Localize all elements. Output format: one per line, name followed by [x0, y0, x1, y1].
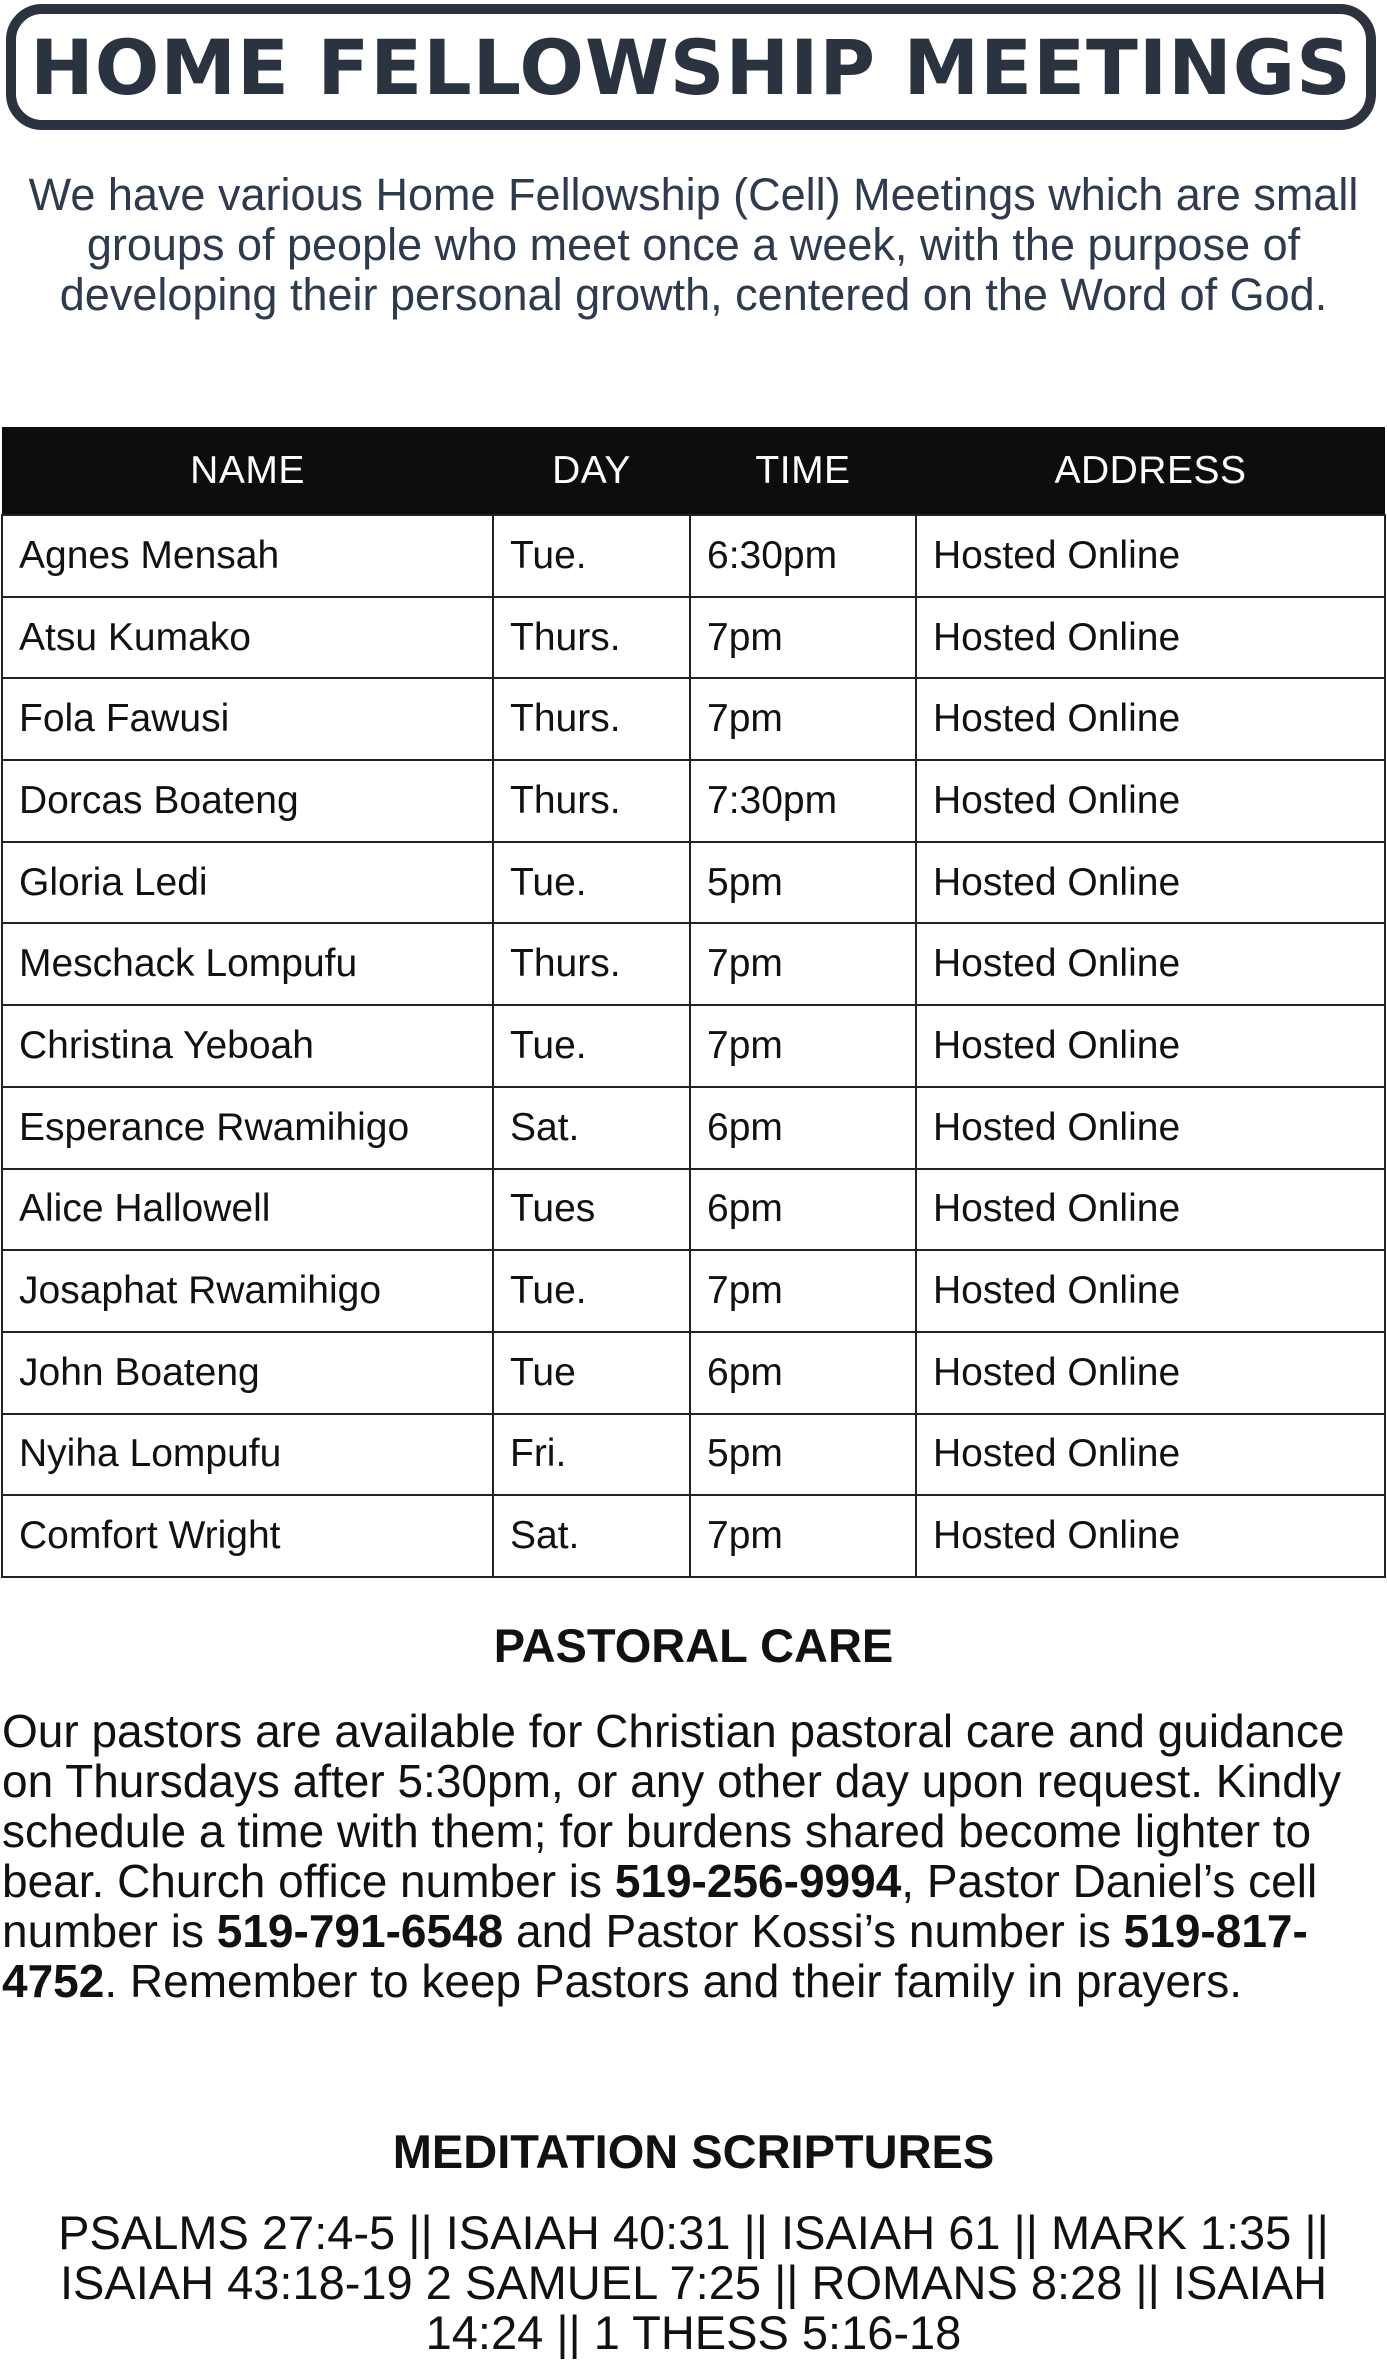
table-row [2, 1414, 1385, 1496]
intro-paragraph: We have various Home Fellowship (Cell) Meetings which are small groups of people who meet once a week, with the purpose of developing their personal growth, centered on the Word of God. [28, 169, 1359, 320]
meetings-table [1, 427, 1386, 1578]
cell-time: 7pm [690, 1250, 916, 1332]
table-row [2, 1087, 1385, 1169]
cell-time: 7pm [690, 597, 916, 679]
table-row [2, 515, 1385, 597]
cell-time: 6:30pm [690, 515, 916, 597]
table-row [2, 1005, 1385, 1087]
cell-name: Nyiha Lompufu [2, 1414, 493, 1496]
cell-time: 5pm [690, 1414, 916, 1496]
cell-name: Comfort Wright [2, 1495, 493, 1577]
cell-day: Fri. [493, 1414, 690, 1496]
cell-name: Gloria Ledi [2, 842, 493, 924]
cell-day: Sat. [493, 1495, 690, 1577]
cell-time: 6pm [690, 1332, 916, 1414]
cell-address: Hosted Online [916, 1332, 1385, 1414]
cell-name: Atsu Kumako [2, 597, 493, 679]
cell-day: Thurs. [493, 760, 690, 842]
cell-name: Fola Fawusi [2, 678, 493, 760]
table-row [2, 1495, 1385, 1577]
cell-day: Tue. [493, 1005, 690, 1087]
cell-address: Hosted Online [916, 842, 1385, 924]
cell-address: Hosted Online [916, 1414, 1385, 1496]
table-row [2, 678, 1385, 760]
header-day: DAY [493, 427, 690, 515]
cell-name: Dorcas Boateng [2, 760, 493, 842]
cell-address: Hosted Online [916, 923, 1385, 1005]
cell-day: Tue. [493, 515, 690, 597]
meditation-scriptures: PSALMS 27:4-5 || ISAIAH 40:31 || ISAIAH 61 || MARK 1:35 || ISAIAH 43:18-19 2 SAMUEL 7:25 || ROMANS 8:28 || ISAIAH 14:24 || 1 THESS 5:16-18 [58, 2206, 1329, 2359]
cell-day: Tue [493, 1332, 690, 1414]
meditation-heading: MEDITATION SCRIPTURES [392, 2125, 995, 2178]
cell-name: Alice Hallowell [2, 1169, 493, 1251]
cell-address: Hosted Online [916, 1087, 1385, 1169]
table-row [2, 1169, 1385, 1251]
cell-day: Tues [493, 1169, 690, 1251]
cell-name: Meschack Lompufu [2, 923, 493, 1005]
cell-day: Thurs. [493, 678, 690, 760]
cell-name: Esperance Rwamihigo [2, 1087, 493, 1169]
cell-time: 6pm [690, 1087, 916, 1169]
table-header-row [2, 427, 1385, 515]
office-phone-number: 519-256-9994 [614, 1855, 902, 1907]
pastoral-care-paragraph [2, 1706, 1385, 2006]
table-row [2, 1250, 1385, 1332]
cell-time: 5pm [690, 842, 916, 924]
cell-name: Christina Yeboah [2, 1005, 493, 1087]
kossi-phone-number: 519-817-4752 [2, 1905, 1308, 2007]
table-row [2, 597, 1385, 679]
cell-address: Hosted Online [916, 678, 1385, 760]
cell-day: Thurs. [493, 597, 690, 679]
table-row [2, 760, 1385, 842]
header-time: TIME [690, 427, 916, 515]
title-banner [6, 4, 1376, 130]
cell-address: Hosted Online [916, 1250, 1385, 1332]
daniel-phone-number: 519-791-6548 [216, 1905, 504, 1957]
cell-day: Tue. [493, 842, 690, 924]
header-name: NAME [2, 427, 493, 515]
page-title: HOME FELLOWSHIP MEETINGS [30, 22, 1352, 112]
cell-address: Hosted Online [916, 515, 1385, 597]
table-row [2, 923, 1385, 1005]
table-row [2, 842, 1385, 924]
cell-time: 7pm [690, 1005, 916, 1087]
pastoral-care-heading: PASTORAL CARE [493, 1619, 894, 1672]
cell-address: Hosted Online [916, 1169, 1385, 1251]
table-row [2, 1332, 1385, 1414]
cell-address: Hosted Online [916, 760, 1385, 842]
care-text-part-4: . Remember to keep Pastors and their family in prayers. [104, 1955, 1243, 2007]
cell-time: 7pm [690, 678, 916, 760]
cell-day: Thurs. [493, 923, 690, 1005]
cell-time: 6pm [690, 1169, 916, 1251]
cell-name: Josaphat Rwamihigo [2, 1250, 493, 1332]
cell-address: Hosted Online [916, 1495, 1385, 1577]
care-text-part-1: Our pastors are available for Christian pastoral care and guidance on Thursdays after 5:30pm, or any other day upon request. Kindly schedule a time with them; for burdens shared become lighter to bear. Church office number is [2, 1705, 1345, 1907]
care-text-part-3: and Pastor Kossi’s number is [503, 1905, 1124, 1957]
cell-time: 7pm [690, 923, 916, 1005]
cell-day: Tue. [493, 1250, 690, 1332]
cell-address: Hosted Online [916, 1005, 1385, 1087]
cell-address: Hosted Online [916, 597, 1385, 679]
cell-name: Agnes Mensah [2, 515, 493, 597]
header-address: ADDRESS [916, 427, 1385, 515]
cell-name: John Boateng [2, 1332, 493, 1414]
cell-day: Sat. [493, 1087, 690, 1169]
care-text-part-2: , Pastor Daniel’s cell number is [2, 1855, 1318, 1957]
cell-time: 7pm [690, 1495, 916, 1577]
cell-time: 7:30pm [690, 760, 916, 842]
